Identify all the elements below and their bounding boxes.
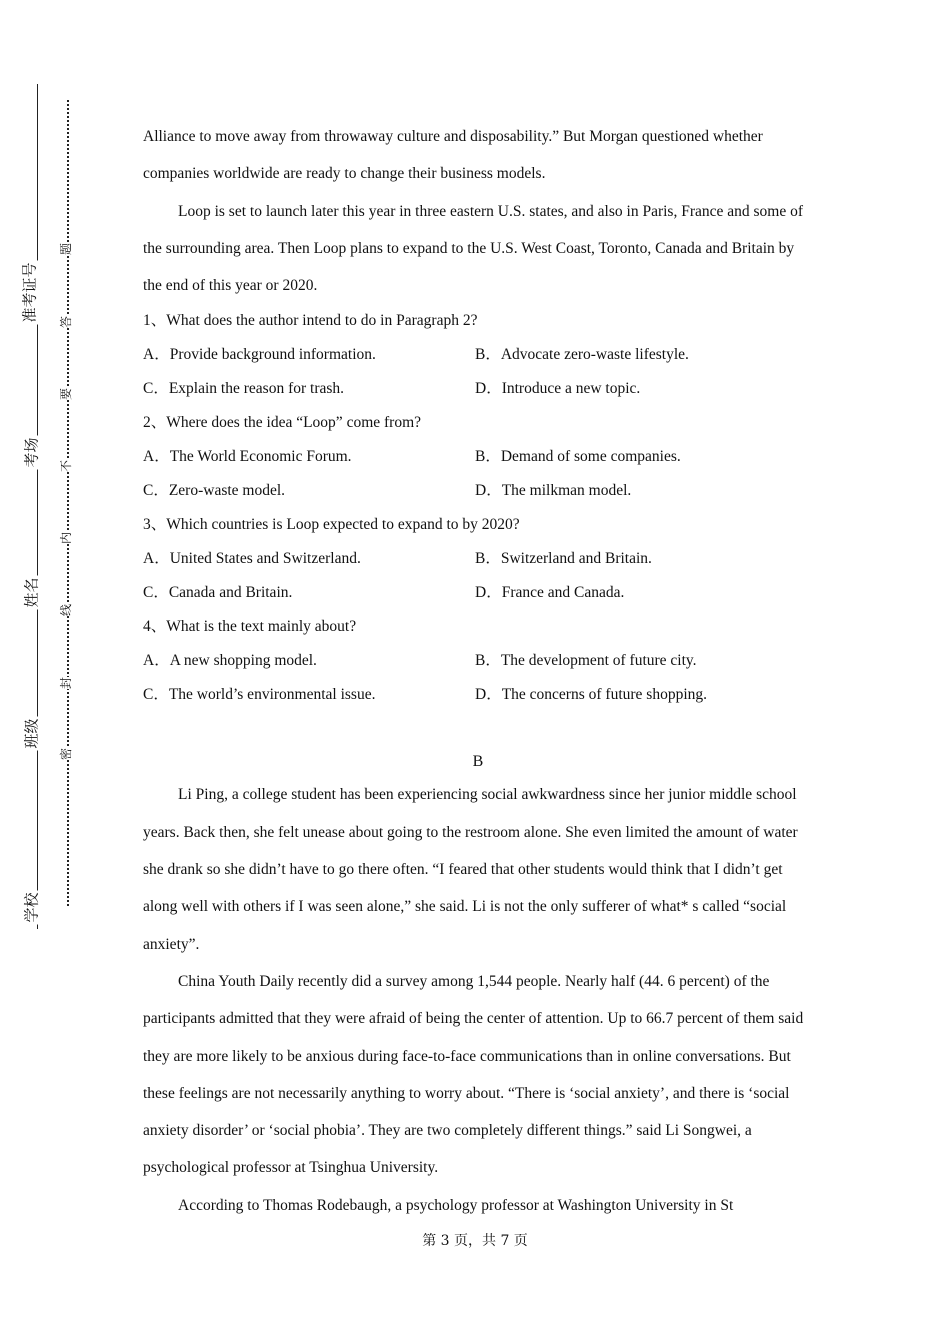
name-label: 姓名 — [22, 577, 41, 608]
seal-char: 要 — [59, 387, 74, 401]
binding-line — [37, 84, 38, 929]
option-a: A．A new shopping model. — [143, 652, 317, 670]
option-c: C．Canada and Britain. — [143, 584, 293, 602]
question-stem: 4、What is the text mainly about? — [143, 618, 357, 636]
question-stem: 3、Which countries is Loop expected to expand to by 2020? — [143, 516, 520, 534]
seal-char: 不 — [59, 459, 74, 473]
exam-room-label: 考场 — [22, 437, 41, 468]
option-c: C．The world’s environmental issue. — [143, 686, 376, 704]
option-c: C．Zero-waste model. — [143, 482, 286, 500]
passage-b-paragraph: According to Thomas Rodebaugh, a psychology professor at Washington University in St — [178, 1196, 734, 1214]
passage-b-paragraph: Li Ping, a college student has been experiencing social awkwardness since her junior middle school years. Back then, she felt unease about going to the restroom alone. She even limited the amount of water she drank so she didn’t have to go there often. “I feared that other students would think that I didn’t get along well with others if I was seen alone,” she said. Li is not the only sufferer of what* s called “social anxiety”. — [143, 786, 798, 953]
seal-char: 封 — [59, 676, 74, 690]
page-content — [143, 118, 813, 1224]
seal-char: 内 — [59, 531, 74, 545]
option-b: B．The development of future city. — [475, 652, 697, 670]
question-options — [143, 440, 813, 508]
passage-a-paragraph: Loop is set to launch later this year in three eastern U.S. states, and also in Paris, France and some of the surrounding area. Then Loop plans to expand to the U.S. West Coast, Toronto, Canada and Britain by the end of this year or 2020. — [143, 202, 804, 295]
page-footer: 第 3 页，共 7 页 — [422, 1233, 528, 1249]
question-stem: 2、Where does the idea “Loop” come from? — [143, 414, 422, 432]
option-d: D．France and Canada. — [475, 584, 625, 602]
option-a: A．The World Economic Forum. — [143, 448, 352, 466]
option-d: D．The milkman model. — [475, 482, 632, 500]
option-b: B．Switzerland and Britain. — [475, 550, 652, 568]
question-options — [143, 338, 813, 406]
section-heading: B — [472, 753, 484, 771]
option-c: C．Explain the reason for trash. — [143, 380, 345, 398]
option-b: B．Advocate zero-waste lifestyle. — [475, 346, 689, 364]
seal-dotted-line — [67, 100, 69, 906]
question-stem: 1、What does the author intend to do in Paragraph 2? — [143, 312, 478, 330]
seal-char: 题 — [59, 242, 74, 256]
passage-a-paragraph: Alliance to move away from throwaway culture and disposability.” But Morgan questioned whether companies worldwide are ready to change their business models. — [143, 128, 763, 183]
option-d: D．The concerns of future shopping. — [475, 686, 708, 704]
option-b: B．Demand of some companies. — [475, 448, 681, 466]
option-a: A．United States and Switzerland. — [143, 550, 361, 568]
seal-char: 密 — [59, 747, 74, 761]
seal-char: 答 — [59, 315, 74, 329]
question-options — [143, 644, 813, 712]
class-label: 班级 — [22, 718, 41, 749]
exam-number-label: 准考证号 — [20, 262, 39, 323]
seal-char: 线 — [59, 603, 74, 617]
question-options — [143, 542, 813, 610]
option-a: A．Provide background information. — [143, 346, 376, 364]
passage-b-paragraph: China Youth Daily recently did a survey among 1,544 people. Nearly half (44. 6 percent) of the participants admitted that they were afraid of being the center of attention. Up to 66.7 percent of them said they are more likely to be anxious during face-to-face communications than in online conversations. But these feelings are not necessarily anything to worry about. “There is ‘social anxiety’, and there is ‘social anxiety disorder’ or ‘social phobia’. They are two completely different things.” said Li Songwei, a psychological professor at Tsinghua University. — [143, 972, 804, 1177]
school-label: 学校 — [22, 892, 41, 923]
option-d: D．Introduce a new topic. — [475, 380, 641, 398]
